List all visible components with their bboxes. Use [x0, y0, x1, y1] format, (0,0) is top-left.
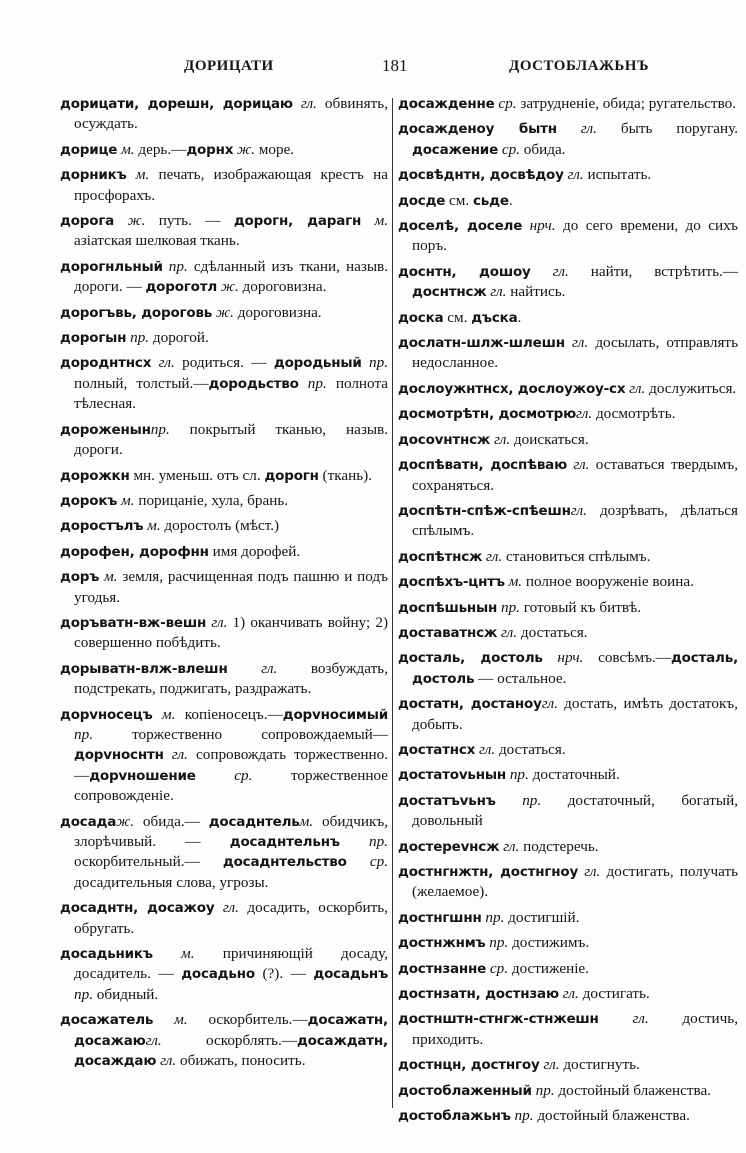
headword: доръватн-вж-вешн: [60, 614, 207, 631]
definition-text: оскорбительный.—: [74, 853, 223, 871]
definition-text: [565, 334, 572, 351]
definition-text: копіеносецъ.—: [175, 705, 283, 723]
dictionary-entry: [398, 572, 738, 592]
definition-text: оскорбитель.—: [187, 1011, 308, 1029]
headword: дорицати, дорешн, дорицаю: [60, 96, 293, 112]
definition-text: путь. —: [145, 212, 234, 230]
headword: дорнх: [186, 141, 234, 158]
grammar-label: гл.: [573, 456, 590, 474]
grammar-label: пр.: [130, 329, 150, 347]
headword: доръ: [60, 569, 100, 586]
columns: [60, 94, 746, 1144]
left-column: [60, 94, 388, 1076]
definition-text: достаться.: [495, 740, 566, 758]
definition-text: родиться. —: [174, 354, 274, 372]
headword: дорокъ: [60, 492, 118, 509]
headword: досажатель: [60, 1012, 154, 1029]
dictionary-entry: [398, 837, 738, 857]
headword: доска: [398, 309, 444, 326]
definition-text: [153, 945, 181, 962]
dictionary-entry: [398, 262, 738, 303]
grammar-label: гл.: [562, 985, 579, 1003]
dictionary-entry: [398, 908, 738, 928]
definition-text: достаточный.: [528, 766, 620, 784]
headword: доснтн, дошоу: [398, 263, 531, 280]
grammar-label: ср.: [234, 766, 253, 784]
dictionary-entry: [398, 501, 738, 542]
definition-text: найти, встрѣтить.—: [568, 262, 739, 280]
grammar-label: гл.: [478, 740, 496, 758]
dictionary-entry: [398, 933, 738, 953]
grammar-label: гл.: [570, 501, 587, 519]
grammar-label: м.: [161, 705, 176, 723]
dictionary-entry: [60, 165, 388, 206]
headword: дорvносецъ: [60, 706, 153, 723]
definition-text: — остальное.: [474, 669, 567, 687]
headword: дослоужнтнсх, дослоужоу-сх: [398, 380, 626, 397]
dictionary-entry: [398, 547, 738, 567]
dictionary-entry: [60, 1010, 388, 1071]
dictionary-entry: [398, 984, 738, 1004]
dictionary-entry: [60, 898, 388, 939]
headword: достоблаженный: [398, 1082, 532, 1099]
headword: достнгнжтн, достнгноу: [398, 864, 579, 880]
definition-text: достигать, получать (желаемое).: [412, 863, 739, 901]
headword: достоблажьнъ: [398, 1108, 511, 1125]
grammar-label: ж.: [237, 140, 255, 158]
definition-text: см.: [443, 308, 472, 326]
definition-text: [214, 899, 222, 916]
headword: дорvноснтн: [74, 747, 164, 764]
dictionary-entry: [60, 94, 388, 135]
headword: доростълъ: [60, 518, 144, 535]
definition-text: возбуждать, подстрекать, поджигать, раздражать.: [74, 659, 388, 698]
definition-text: досмотрѣть.: [592, 405, 676, 423]
definition-text: 1) оканчивать войну; 2) совершенно побѣдить.: [74, 613, 388, 652]
headword: доспѣватн, доспѣваю: [398, 457, 567, 474]
headword: дорофен, дорофнн: [60, 543, 209, 560]
definition-text: [362, 354, 369, 371]
dictionary-entry: [398, 119, 738, 160]
headword: досаднтельнъ: [229, 834, 340, 850]
headword: дорице: [60, 141, 118, 158]
dictionary-entry: [60, 353, 388, 414]
grammar-label: м.: [104, 568, 118, 586]
definition-text: полнота тѣлесная.: [74, 374, 389, 413]
dictionary-entry: [398, 740, 738, 760]
page-header: [52, 44, 649, 82]
headword: дороднтнсх: [60, 355, 152, 372]
headword: сьде: [473, 192, 509, 209]
dictionary-entry: [398, 216, 738, 257]
dictionary-entry: [60, 944, 388, 1005]
dictionary-entry: [60, 211, 388, 252]
dictionary-entry: [60, 140, 388, 160]
grammar-label: нрч.: [557, 649, 584, 667]
dictionary-entry: [60, 420, 388, 461]
definition-text: [522, 217, 529, 234]
definition-text: см.: [445, 191, 473, 209]
definition-text: дороговизна.: [233, 303, 322, 321]
definition-text: обида.—: [134, 812, 209, 830]
headword: достнжнмъ: [398, 935, 486, 952]
grammar-label: гл.: [580, 120, 597, 138]
dictionary-entry: [60, 567, 388, 608]
definition-text: [347, 853, 370, 870]
grammar-label: м.: [147, 517, 161, 535]
definition-text: [151, 354, 158, 371]
grammar-label: гл.: [145, 1031, 162, 1049]
headword: доспѣшьнын: [398, 599, 498, 616]
definition-text: обида.: [519, 140, 566, 158]
grammar-label: пр.: [522, 791, 542, 809]
definition-text: достать, имѣть достатокъ, добыть.: [412, 695, 738, 733]
grammar-label: гл.: [160, 1052, 177, 1070]
definition-text: [531, 263, 553, 280]
grammar-label: гл.: [584, 863, 601, 880]
grammar-label: гл.: [541, 695, 558, 713]
headword: достнштн-стнгж-стнжешн: [398, 1011, 599, 1028]
headword: дорогн: [264, 467, 319, 484]
dictionary-entry: [398, 308, 738, 328]
definition-text: дороговизна.: [238, 278, 327, 296]
definition-text: до сего времени, до сихъ поръ.: [412, 217, 738, 255]
dictionary-entry: [60, 812, 388, 894]
grammar-label: гл.: [493, 430, 511, 448]
definition-text: дорогой.: [149, 329, 209, 347]
headword: досде: [398, 192, 446, 209]
grammar-label: гл.: [300, 95, 317, 112]
dictionary-entry: [60, 491, 388, 511]
headword: дорожкн: [60, 467, 130, 484]
definition-text: подстеречь.: [519, 837, 599, 855]
headword: доспѣхъ-цнтъ: [398, 574, 505, 591]
definition-text: [114, 212, 127, 229]
headword: дорыватн-влж-влешн: [60, 660, 228, 677]
dictionary-entry: [60, 466, 388, 486]
headword: достнзатн, достнзаю: [398, 986, 559, 1003]
definition-text: досылать, отправлять недосланное.: [412, 334, 738, 372]
headword: дорvношение: [89, 767, 196, 784]
dictionary-entry: [60, 705, 388, 807]
dictionary-entry: [398, 333, 738, 374]
dictionary-entry: [398, 430, 738, 450]
definition-text: (?). —: [254, 965, 314, 983]
definition-text: [293, 95, 301, 112]
dictionary-entry: [398, 598, 738, 618]
grammar-label: гл.: [158, 354, 175, 372]
dictionary-entry: [60, 516, 388, 536]
headword: достатоvьнын: [398, 767, 507, 784]
definition-text: [196, 767, 235, 784]
headword: досадьникъ: [60, 946, 153, 963]
headword: дородьство: [208, 375, 299, 392]
headword: дорогъвь, дороговь: [60, 304, 213, 321]
definition-text: достижимъ.: [508, 934, 590, 952]
definition-text: [496, 792, 523, 809]
definition-text: найтись.: [506, 283, 566, 301]
definition-text: полный, толстый.—: [74, 374, 209, 392]
definition-text: азіатская шелковая ткань.: [74, 232, 240, 250]
definition-text: досадительныя слова, угрозы.: [74, 873, 269, 891]
definition-text: [153, 706, 162, 723]
definition-text: обвинять, осуждать.: [74, 95, 389, 133]
dictionary-entry: [398, 959, 738, 979]
headword: досада: [60, 813, 117, 830]
headword: достнгшнн: [398, 909, 482, 926]
dictionary-entry: [60, 257, 388, 298]
definition-text: достойный блаженства.: [533, 1107, 690, 1125]
definition-text: [228, 660, 262, 677]
definition-text: становиться спѣлымъ.: [502, 547, 651, 565]
dictionary-entry: [60, 542, 388, 562]
grammar-label: гл.: [261, 659, 278, 677]
grammar-label: пр.: [369, 833, 388, 850]
grammar-label: гл.: [576, 405, 593, 423]
grammar-label: гл.: [486, 547, 503, 565]
grammar-label: ср.: [501, 140, 520, 158]
grammar-label: пр.: [514, 1107, 534, 1125]
dictionary-entry: [398, 791, 738, 832]
definition-text: [361, 212, 374, 229]
dictionary-entry: [398, 455, 738, 496]
definition-text: .: [508, 191, 513, 209]
definition-text: обидчикъ, злорѣчивый. —: [74, 812, 388, 850]
definition-text: причиняющій досаду, досадитель. —: [74, 945, 388, 983]
headword: достнзанне: [398, 960, 487, 977]
definition-text: торжественное сопровожденіе.: [74, 766, 389, 805]
headword: досталь, достоль: [412, 650, 739, 687]
definition-text: доростолъ (мѣст.): [160, 517, 280, 535]
definition-text: [599, 1010, 633, 1027]
headword: доставатнсж: [398, 624, 498, 641]
definition-text: достойный блаженства.: [554, 1081, 711, 1099]
headword: достнцн, достнгоу: [398, 1057, 540, 1074]
definition-text: оставаться твердымъ, сохраняться.: [412, 456, 739, 494]
grammar-label: пр.: [307, 374, 327, 392]
headword: достатнсх: [398, 741, 476, 758]
grammar-label: пр.: [369, 354, 389, 372]
dictionary-entry: [398, 1009, 738, 1050]
grammar-label: нрч.: [529, 217, 556, 235]
grammar-label: гл.: [211, 613, 228, 631]
dictionary-entry: [60, 328, 388, 348]
headword: дорогнльный: [60, 258, 163, 275]
definition-text: достаточный, богатый, довольный: [412, 791, 738, 830]
definition-text: печать, изображающая крестъ на просфорахъ.: [74, 166, 388, 204]
definition-text: совсѣмъ.—: [583, 649, 671, 667]
dictionary-entry: [398, 623, 738, 643]
headword: дородьный: [273, 355, 362, 372]
definition-text: достичь, приходить.: [412, 1010, 738, 1048]
headword: доспѣтн-спѣж-спѣешн: [398, 502, 571, 519]
definition-text: [127, 166, 136, 183]
definition-text: доискаться.: [510, 430, 589, 448]
definition-text: оскорблять.—: [161, 1031, 297, 1049]
definition-text: сопровождать торжественно.—: [74, 746, 389, 784]
grammar-label: гл.: [629, 379, 646, 397]
headword: досоvнтнсж: [398, 431, 491, 448]
definition-text: торжественно сопровождаемый—: [92, 725, 388, 743]
definition-text: обидный.: [92, 985, 159, 1003]
grammar-label: м.: [121, 140, 135, 158]
dictionary-entry: [60, 613, 388, 654]
headword: дороготл: [145, 279, 218, 296]
grammar-label: пр.: [150, 420, 170, 438]
headword: доспѣтнсж: [398, 548, 483, 565]
definition-text: .: [517, 308, 522, 326]
definition-text: порицаніе, хула, брань.: [134, 491, 289, 509]
definition-text: достиженіе.: [508, 959, 589, 977]
grammar-label: пр.: [509, 766, 529, 784]
headword: досажатн, досажаю: [74, 1012, 388, 1049]
dictionary-entry: [398, 165, 738, 185]
headword: досаднтель: [208, 813, 300, 830]
headword: досажение: [412, 141, 499, 158]
grammar-label: ср.: [369, 853, 388, 871]
dictionary-entry: [398, 694, 738, 735]
grammar-label: ср.: [498, 95, 517, 112]
definition-text: [543, 649, 558, 666]
definition-text: досадить, оскорбить, обругать.: [74, 899, 389, 937]
definition-text: достаться.: [517, 623, 588, 641]
grammar-label: гл.: [503, 837, 520, 855]
grammar-label: ж.: [215, 303, 234, 321]
dictionary-entry: [398, 765, 738, 785]
grammar-label: пр.: [74, 725, 93, 743]
definition-text: готовый къ битвѣ.: [519, 598, 642, 616]
definition-text: достигнуть.: [559, 1056, 640, 1074]
dictionary-entry: [398, 648, 738, 689]
definition-text: обижать, поносить.: [176, 1052, 306, 1070]
headword: досмотрѣтн, досмотрю: [398, 406, 576, 423]
dictionary-entry: [60, 303, 388, 323]
grammar-label: пр.: [500, 598, 520, 616]
grammar-label: гл.: [500, 623, 518, 641]
headword: досвѣднтн, досвѣдоу: [398, 167, 564, 184]
headword: досаднтн, досажоу: [60, 900, 215, 917]
definition-text: достигать.: [578, 985, 650, 1003]
grammar-label: пр.: [489, 934, 509, 952]
definition-text: быть поругану.: [596, 120, 739, 138]
definition-text: полное вооруженіе воина.: [522, 573, 694, 591]
header-right-word: ДОСТОБЛАЖЬНЪ: [509, 58, 649, 74]
definition-text: сдѣланный изъ ткани, назыв. дороги. —: [74, 257, 389, 296]
dictionary-entry: [398, 379, 738, 399]
grammar-label: гл.: [490, 283, 507, 301]
dictionary-entry: [398, 191, 738, 211]
headword: досажденоу бытн: [398, 121, 557, 138]
grammar-label: пр.: [74, 985, 93, 1003]
grammar-label: м.: [121, 491, 135, 509]
definition-text: (ткань).: [318, 466, 373, 484]
definition-text: дерь.—: [134, 140, 187, 158]
grammar-label: ж.: [116, 812, 135, 830]
dictionary-entry: [60, 659, 388, 700]
headword: дорога: [60, 213, 115, 230]
grammar-label: гл.: [572, 334, 589, 352]
headword: досадьнъ: [313, 966, 389, 983]
definition-text: [557, 120, 581, 137]
headword: дорогн, дарагн: [233, 213, 362, 230]
grammar-label: гл.: [222, 899, 239, 917]
definition-text: море.: [254, 140, 295, 158]
grammar-label: гл.: [543, 1056, 560, 1074]
headword: дорvносимый: [282, 706, 388, 723]
grammar-label: пр.: [535, 1081, 555, 1099]
grammar-label: гл.: [567, 166, 584, 184]
grammar-label: гл.: [171, 746, 188, 764]
definition-text: имя дорофей.: [208, 542, 301, 560]
grammar-label: м.: [135, 166, 150, 184]
headword: досажденне: [398, 96, 495, 112]
definition-text: достигшій.: [504, 908, 580, 926]
header-left-word: ДОРИЦАТИ: [184, 58, 274, 74]
headword: достереvнсж: [398, 838, 500, 855]
dictionary-entry: [398, 862, 738, 903]
grammar-label: гл.: [632, 1010, 649, 1028]
grammar-label: м.: [508, 573, 523, 591]
grammar-label: ср.: [489, 959, 509, 977]
definition-text: земля, расчищенная подъ пашню и подъ угодья.: [74, 568, 389, 606]
definition-text: [299, 375, 308, 392]
grammar-label: м.: [374, 212, 389, 230]
headword: досаднтельство: [222, 854, 347, 871]
headword: дорникъ: [60, 167, 127, 184]
grammar-label: м.: [174, 1011, 188, 1029]
definition-text: мн. уменьш. отъ сл.: [129, 466, 265, 484]
headword: достатн, достаноу: [398, 696, 542, 713]
headword: доснтнсж: [412, 284, 487, 301]
definition-text: [164, 746, 172, 763]
headword: дорогын: [60, 330, 127, 347]
headword: дороженын: [60, 421, 151, 438]
dictionary-entry: [398, 1106, 738, 1126]
headword: доселѣ, доселе: [398, 218, 523, 235]
headword: достатъvьнъ: [398, 792, 496, 809]
definition-text: испытать.: [583, 166, 652, 184]
grammar-label: пр.: [485, 908, 505, 926]
grammar-label: м.: [299, 812, 314, 830]
definition-text: [153, 1011, 174, 1028]
headword: досадьно: [181, 966, 255, 983]
grammar-label: ж.: [220, 278, 239, 296]
grammar-label: гл.: [552, 262, 569, 280]
page-number: 181: [382, 56, 408, 75]
headword: досаждатн, досаждаю: [74, 1032, 388, 1070]
grammar-label: пр.: [168, 257, 188, 275]
definition-text: [340, 833, 369, 850]
definition-text: дослужиться.: [645, 379, 737, 397]
dictionary-entry: [398, 404, 738, 424]
dictionary-entry: [398, 94, 738, 114]
definition-text: покрытый тканью, назыв. дороги.: [74, 420, 388, 459]
headword: дъска: [471, 309, 518, 326]
right-column: [398, 94, 738, 1131]
headword: досталь, достоль: [398, 650, 543, 667]
dictionary-entry: [398, 1081, 738, 1101]
definition-text: дозрѣвать, дѣлаться спѣлымъ.: [412, 501, 738, 540]
definition-text: затрудненіе, обида; ругательство.: [516, 95, 737, 112]
dictionary-entry: [398, 1055, 738, 1075]
headword: дослатн-шлж-шлешн: [398, 335, 565, 352]
grammar-label: м.: [181, 945, 195, 963]
grammar-label: ж.: [127, 212, 146, 230]
